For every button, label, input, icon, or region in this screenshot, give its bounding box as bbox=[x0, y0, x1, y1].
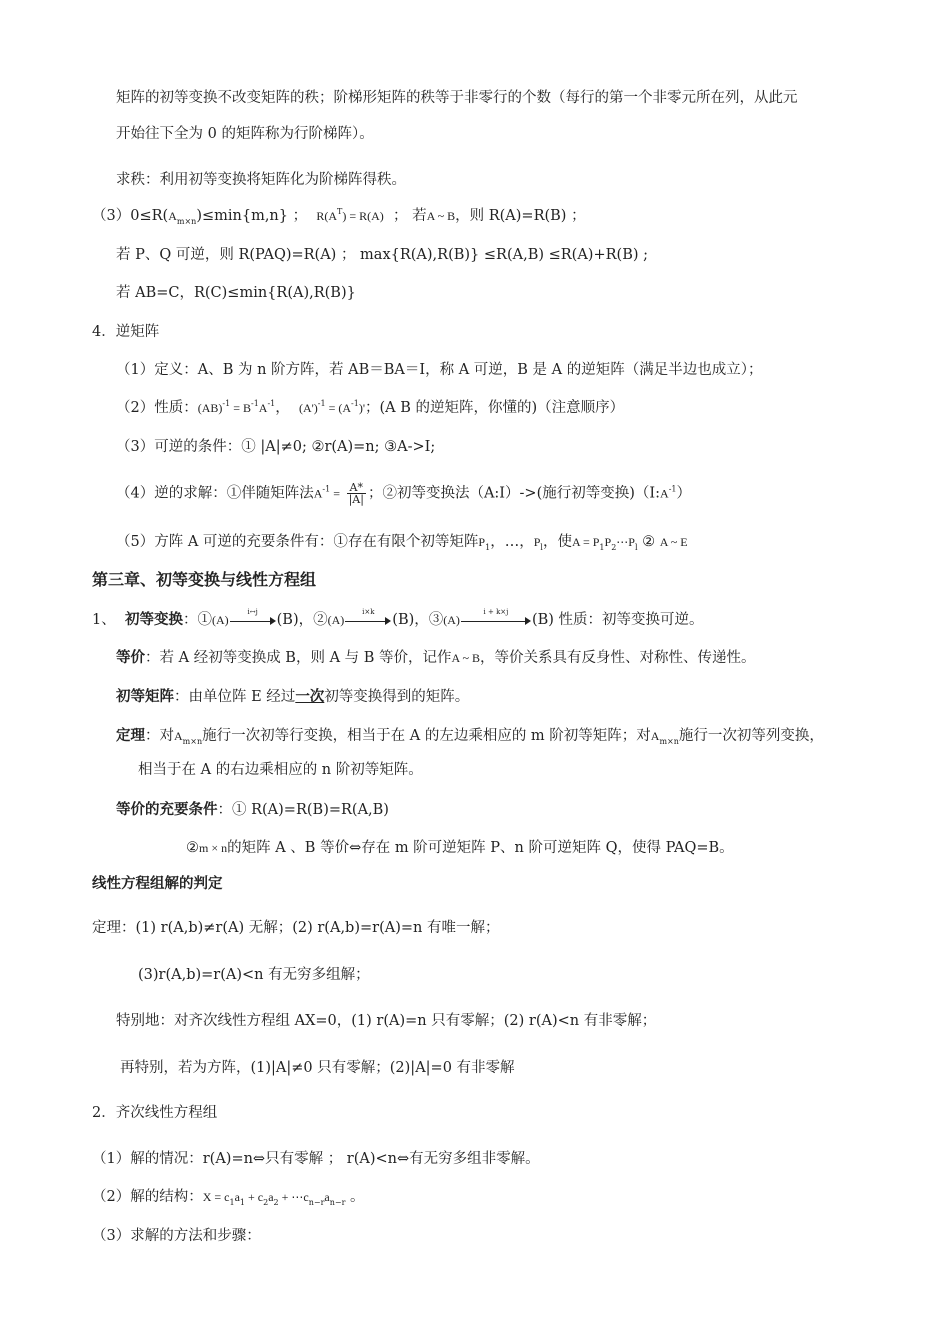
text-line: 定理：(1) r(A,b)≠r(A) 无解；(2) r(A,b)=r(A)=n 有唯一解； bbox=[92, 920, 500, 936]
arrow-icon: i×k bbox=[345, 613, 391, 627]
text-line: （1）解的情况：r(A)=n⇔只有零解 ； r(A)<n⇔有无穷多组非零解。 bbox=[92, 1151, 540, 1167]
inverse-solving-line: （4）逆的求解：①伴随矩阵法$A^{-1}$ = $\frac{A*}{|A|}$ ；②初等变换法（A:I）->(施行初等变换)$(I:A^{-1})$ bbox=[116, 481, 691, 506]
theorem-line: 定理：对$A_{m\times n}$施行一次初等行变换，相当于在 A 的左边乘相应的 m 阶初等矩阵；对$A_{m\times n}$施行一次初等列变换， bbox=[116, 727, 824, 746]
text-line: 相当于在 A 的右边乘相应的 n 阶初等矩阵。 bbox=[138, 762, 423, 778]
chapter-heading: 第三章、初等变换与线性方程组 bbox=[92, 570, 317, 589]
subsection-heading: 线性方程组解的判定 bbox=[92, 875, 223, 892]
text-line: (3)r(A,b)=r(A)<n 有无穷多组解； bbox=[138, 967, 370, 983]
text-line: 矩阵的初等变换不改变矩阵的秩；阶梯形矩阵的秩等于非零行的个数（每行的第一个非零元所在列，从此元 bbox=[116, 90, 798, 106]
rank-properties-line: $(3)0\le R(A_{m\times n})\le\min\{m,n\}$ ； $R(A^T) = R(A)$ ； 若A ~ B，则 R(A)=R(B) ； bbox=[92, 207, 586, 226]
text-line: 开始往下全为 0 的矩阵称为行阶梯阵）。 bbox=[116, 126, 374, 142]
equivalence-condition-line: 等价的充要条件：① R(A)=R(B)=R(A,B) bbox=[116, 801, 389, 818]
arrow-icon: i↔j bbox=[230, 613, 276, 627]
text-line: （3）可逆的条件：① |A|≠0; ②r(A)=n; ③A->I; bbox=[116, 439, 436, 455]
solution-structure-line: （2）解的结构：$X = c_1a_1 + c_2a_2$ + $\cdots c_{n-r}a_{n-r}$ 。 bbox=[92, 1189, 365, 1207]
text-line: 求秩：利用初等变换将矩阵化为阶梯阵得秩。 bbox=[116, 172, 406, 188]
text-line: 若 AB=C，R(C)≤min{R(A),R(B)} bbox=[116, 285, 356, 301]
arrow-icon: i + k×j bbox=[461, 613, 531, 627]
text-line: 若 P、Q 可逆，则 R(PAQ)=R(A) ； max{R(A),R(B)} ≤R(A,B) ≤R(A)+R(B) ; bbox=[116, 247, 648, 263]
equivalence-condition-line: ②m × n的矩阵 A 、B 等价⇔存在 m 阶可逆矩阵 P、n 阶可逆矩阵 Q，使得 PAQ=B。 bbox=[186, 840, 734, 856]
elementary-transform-line: 1、 初等变换：①(A) i↔j (B)，②(A) i×k (B)，③(A) i + k×j (B) 性质：初等变换可逆。 bbox=[92, 608, 704, 628]
section-heading: 2．齐次线性方程组 bbox=[92, 1105, 218, 1121]
text-line: 再特别，若为方阵，(1)|A|≠0 只有零解；(2)|A|=0 有非零解 bbox=[120, 1060, 515, 1076]
invertible-condition-line: （5）方阵 A 可逆的充要条件有：①存在有限个初等矩阵$P_1$，…，$P_l$，使$A = P_1P_2\cdots P_l$ ② A ~ E bbox=[116, 534, 688, 552]
text-line: （3）求解的方法和步骤： bbox=[92, 1228, 261, 1244]
equivalence-line: 等价：若 A 经初等变换成 B，则 A 与 B 等价，记作A ~ B，等价关系具有反身性、对称性、传递性。 bbox=[116, 649, 756, 666]
inverse-properties-line: （2）性质：$(AB)^{-1} = B^{-1}A^{-1}$， $(A')^{-1} = (A^{-1})'$；(A B 的逆矩阵，你懂的)（注意顺序） bbox=[116, 399, 625, 416]
text-line: （1）定义：A、B 为 n 阶方阵，若 AB＝BA＝I，称 A 可逆，B 是 A 的逆矩阵（满足半边也成立）； bbox=[116, 362, 763, 378]
elementary-matrix-line: 初等矩阵：由单位阵 E 经过一次初等变换得到的矩阵。 bbox=[116, 688, 470, 705]
fraction: $\frac{A*}{|A|}$ bbox=[348, 481, 364, 506]
text-line: 特别地：对齐次线性方程组 AX=0，(1) r(A)=n 只有零解；(2) r(A)<n 有非零解； bbox=[116, 1013, 657, 1029]
section-heading: 4．逆矩阵 bbox=[92, 324, 160, 340]
